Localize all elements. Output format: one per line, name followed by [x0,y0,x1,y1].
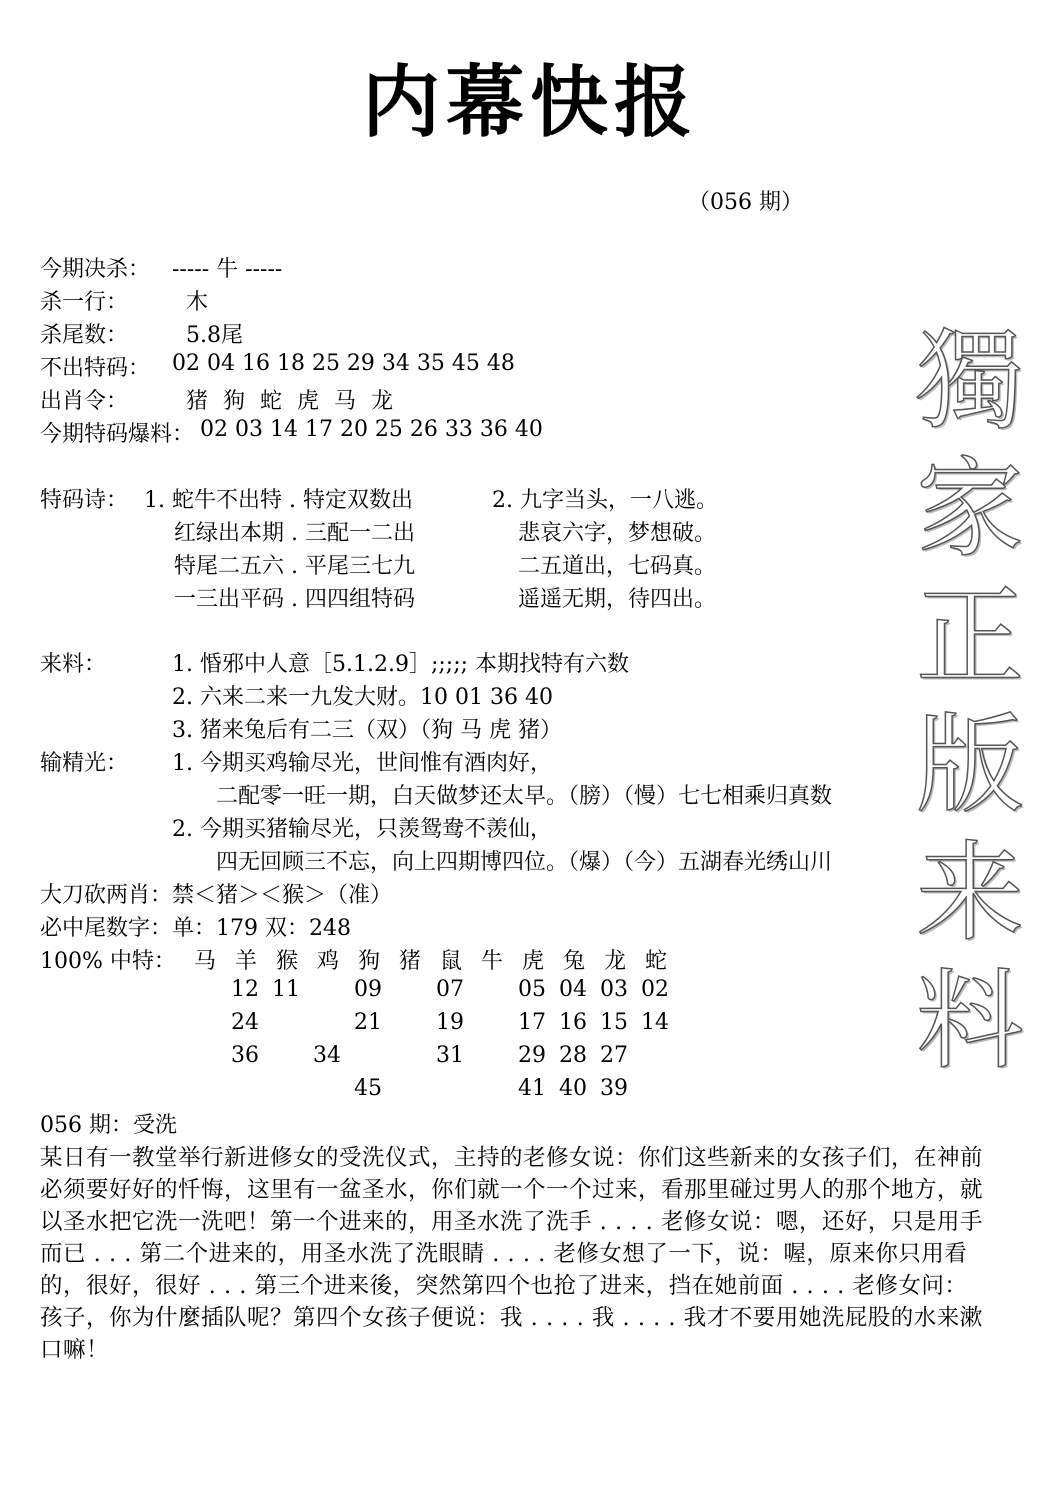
zhongte-number: 09 [354,977,382,1002]
zhongte-label: 100% 中特： [40,949,176,974]
poem-right-line: 2. 九字当头，一八逃。 [492,488,718,513]
poem-right-line: 悲哀六字，梦想破。 [518,521,717,546]
zhongte-number: 27 [600,1043,628,1068]
shujing-item: 2. 今期买猪输尽光，只羡鸳鸯不羡仙， [172,817,552,842]
poem-right-line: 二五道出，七码真。 [518,554,717,579]
zhongte-number: 29 [518,1043,546,1068]
shujing-item: 二配零一旺一期，白天做梦还太早。（膀）（慢）七七相乘归真数 [216,784,833,809]
zhongte-number: 16 [559,1010,587,1035]
side-char: 家 [915,447,1024,572]
zhongte-number: 19 [436,1010,464,1035]
laiiao-item: 1. 惛邪中人意［5.1.2.9］;;;;; 本期找特有六数 [172,652,630,677]
page-title: 内幕快报 [361,58,698,148]
side-char: 獨 [915,319,1024,444]
zhongte-animal: 虎 [522,949,545,974]
laiiao-label: 来料： [40,652,107,677]
zhongte-number: 15 [600,1010,628,1035]
zhongte-number: 17 [518,1010,546,1035]
zhongte-number: 07 [436,977,464,1002]
zhongte-number: 45 [354,1076,382,1101]
story-title: 056 期：受洗 [40,1113,177,1138]
poem-right-line: 遥遥无期，待四出。 [518,587,717,612]
weishu-line: 必中尾数字：单：179 双：248 [40,916,351,941]
zhongte-number: 34 [313,1043,341,1068]
header-value-1: 木 [186,290,209,315]
side-char: 正 [915,575,1024,700]
header-label-5: 今期特码爆料： [40,422,195,447]
zhongte-number: 21 [354,1010,382,1035]
side-char: 料 [915,959,1024,1084]
header-label-3: 不出特码： [40,356,151,381]
zhongte-animal: 蛇 [645,949,668,974]
poem-left-line: 特尾二五六 . 平尾三七九 [174,554,415,579]
zhongte-animal: 猴 [276,949,299,974]
zhongte-number: 31 [436,1043,464,1068]
zhongte-number: 04 [559,977,587,1002]
zhongte-animal: 牛 [481,949,504,974]
shujing-item: 1. 今期买鸡输尽光，世间惟有酒肉好， [172,751,552,776]
zhongte-number: 39 [600,1076,628,1101]
zhongte-number: 40 [559,1076,587,1101]
header-value-4: 猪 狗 蛇 虎 马 龙 [186,389,397,414]
zhongte-animal: 鸡 [317,949,340,974]
header-value-5: 02 03 14 17 20 25 26 33 36 40 [200,417,543,442]
zhongte-number: 14 [641,1010,669,1035]
zhongte-number: 11 [272,977,300,1002]
header-label-2: 杀尾数： [40,323,129,348]
zhongte-animal: 龙 [604,949,627,974]
laiiao-item: 2. 六来二来一九发大财。10 01 36 40 [172,685,553,710]
header-value-2: 5.8尾 [186,323,243,348]
laiiao-item: 3. 猪来兔后有二三（双）（狗 马 虎 猪） [172,718,562,743]
zhongte-number: 03 [600,977,628,1002]
story-text: 某日有一教堂举行新进修女的受洗仪式，主持的老修女说：你们这些新来的女孩子们，在神前必须要好好的忏悔，这里有一盆圣水，你们就一个一个过来，看那里碰过男人的那个地方，就以圣水把它洗一洗吧！第一个进来的，用圣水洗了洗手 . . . . 老修女说：嗯，还好，只是用手而已 . . . 第二个进来的，用圣水洗了洗眼睛 . . . . 老修女想了一下，说：喔，原来你只用看的，很好，很好 . . . 第三个进来後，突然第四个也抢了进来，挡在她前面 . . . . 老修女问：孩子，你为什麼插队呢？第四个女孩子便说：我 . . . . 我 . . . . 我才不要用她洗屁股的水来漱口嘛！ [40,1145,984,1363]
header-value-3: 02 04 16 18 25 29 34 35 45 48 [172,351,515,376]
zhongte-number: 24 [231,1010,259,1035]
side-char: 版 [915,703,1024,828]
header-label-4: 出肖令： [40,389,129,414]
header-label-1: 杀一行： [40,290,129,315]
shujing-item: 四无回顾三不忘，向上四期博四位。（爆）（今）五湖春光绣山川 [216,850,833,875]
zhongte-number: 12 [231,977,259,1002]
zhongte-number: 05 [518,977,546,1002]
zhongte-animal: 猪 [399,949,422,974]
poem-left-line: 一三出平码 . 四四组特码 [174,587,415,612]
shujing-label: 输精光： [40,751,129,776]
zhongte-animal: 羊 [235,949,258,974]
zhongte-number: 28 [559,1043,587,1068]
header-label-0: 今期决杀： [40,257,151,282]
zhongte-number: 36 [231,1043,259,1068]
header-value-0: ----- 牛 ----- [172,257,283,282]
poem-label: 特码诗： [40,488,129,513]
zhongte-animal: 狗 [358,949,381,974]
zhongte-animal: 鼠 [440,949,463,974]
zhongte-number: 41 [518,1076,546,1101]
poem-left-line: 1. 蛇牛不出特 . 特定双数出 [144,488,413,513]
zhongte-number: 02 [641,977,669,1002]
side-char: 来 [915,831,1024,956]
zhongte-animal: 兔 [563,949,586,974]
side-watermark-text [900,318,1040,1086]
issue-number: （056 期） [688,190,803,215]
zhongte-animal: 马 [194,949,217,974]
poem-left-line: 红绿出本期 . 三配一二出 [174,521,415,546]
dadao-line: 大刀砍两肖：禁＜猪＞＜猴＞（准） [40,883,393,908]
